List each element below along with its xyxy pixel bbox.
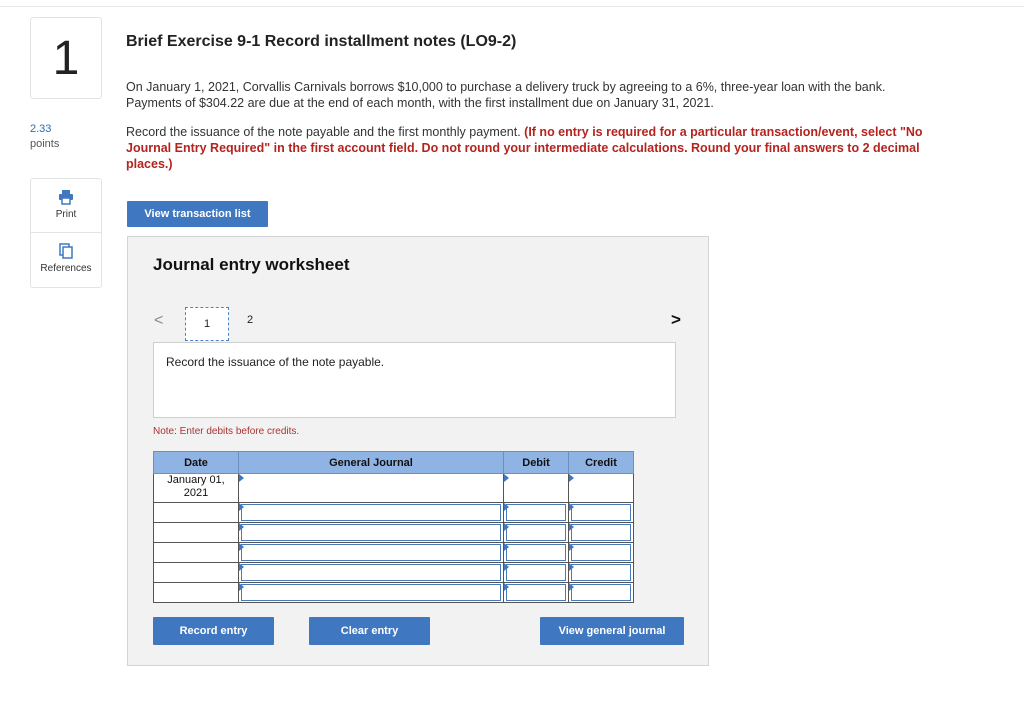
top-divider: [0, 6, 1024, 7]
dropdown-marker-icon: [569, 543, 574, 551]
points-value: 2.33: [30, 123, 52, 135]
debit-input[interactable]: [504, 474, 569, 503]
debit-input[interactable]: [504, 543, 569, 563]
dropdown-marker-icon: [569, 474, 574, 482]
credit-input[interactable]: [569, 543, 634, 563]
column-header-debit: Debit: [504, 452, 569, 474]
exercise-description: On January 1, 2021, Corvallis Carnivals borrows $10,000 to purchase a delivery truck by agreeing to a 6%, three-year loan with the bank. Payments of $304.22 are due at the end of each month, with the first installment due on January 31, 2021.: [126, 80, 886, 110]
table-row: [154, 503, 634, 523]
credit-input[interactable]: [569, 523, 634, 543]
dropdown-marker-icon: [569, 503, 574, 511]
table-row: [154, 583, 634, 603]
account-input[interactable]: [239, 543, 504, 563]
dropdown-marker-icon: [239, 583, 244, 591]
table-row: [154, 543, 634, 563]
journal-entry-worksheet-panel: [127, 236, 709, 666]
view-transaction-list-button[interactable]: View transaction list: [127, 201, 268, 227]
account-input[interactable]: [239, 523, 504, 543]
debit-input[interactable]: [504, 503, 569, 523]
account-input[interactable]: [239, 474, 504, 503]
table-row: [154, 523, 634, 543]
dropdown-marker-icon: [504, 474, 509, 482]
date-cell: [154, 543, 239, 563]
printer-icon: [58, 189, 74, 205]
page-tab-2[interactable]: 2: [247, 314, 254, 326]
debit-input[interactable]: [504, 563, 569, 583]
date-cell: [154, 583, 239, 603]
date-cell: [154, 474, 239, 503]
account-input[interactable]: [239, 503, 504, 523]
next-page-chevron-icon[interactable]: >: [671, 310, 681, 329]
table-row: [154, 563, 634, 583]
credit-input[interactable]: [569, 503, 634, 523]
credit-input[interactable]: [569, 583, 634, 603]
journal-table: [153, 451, 634, 603]
dropdown-marker-icon: [239, 474, 244, 482]
dropdown-marker-icon: [504, 563, 509, 571]
dropdown-marker-icon: [504, 523, 509, 531]
date-cell: [154, 523, 239, 543]
page-tab-1[interactable]: 1: [185, 307, 229, 341]
dropdown-marker-icon: [504, 583, 509, 591]
date-cell: [154, 503, 239, 523]
account-input[interactable]: [239, 563, 504, 583]
record-entry-button[interactable]: Record entry: [153, 617, 274, 645]
column-header-credit: Credit: [569, 452, 634, 474]
exercise-instructions: [126, 124, 926, 172]
exercise-title: Brief Exercise 9-1 Record installment notes (LO9-2): [126, 33, 517, 50]
date-line-2: 2021: [183, 487, 209, 499]
debits-note: Note: Enter debits before credits.: [153, 426, 300, 437]
previous-page-chevron-icon[interactable]: <: [154, 312, 164, 329]
clear-entry-button[interactable]: Clear entry: [309, 617, 430, 645]
instruction-box: [153, 342, 676, 418]
dropdown-marker-icon: [504, 543, 509, 551]
question-number: 1: [30, 17, 102, 99]
references-button[interactable]: [30, 232, 102, 288]
dropdown-marker-icon: [569, 563, 574, 571]
account-input[interactable]: [239, 583, 504, 603]
dropdown-marker-icon: [569, 523, 574, 531]
date-cell: [154, 563, 239, 583]
table-row: [154, 474, 634, 503]
dropdown-marker-icon: [239, 523, 244, 531]
column-header-date: Date: [154, 452, 239, 474]
points-label: points: [30, 138, 60, 150]
print-label: Print: [55, 209, 77, 220]
view-general-journal-button[interactable]: View general journal: [540, 617, 684, 645]
credit-input[interactable]: [569, 474, 634, 503]
instructions-red: (If no entry is required for a particular transaction/event, select "No Journal Entry Required" in the first account field. Do not round your intermediate calculations. Round your final answers to 2 decimal places.): [126, 125, 923, 171]
instruction-text: Record the issuance of the note payable.: [166, 355, 385, 369]
dropdown-marker-icon: [504, 503, 509, 511]
column-header-general-journal: General Journal: [239, 452, 504, 474]
credit-input[interactable]: [569, 563, 634, 583]
dropdown-marker-icon: [239, 563, 244, 571]
dropdown-marker-icon: [569, 583, 574, 591]
references-icon: [58, 243, 74, 259]
dropdown-marker-icon: [239, 503, 244, 511]
references-label: References: [40, 263, 92, 274]
dropdown-marker-icon: [239, 543, 244, 551]
worksheet-title: Journal entry worksheet: [153, 255, 350, 274]
instructions-plain: Record the issuance of the note payable and the first monthly payment.: [126, 125, 525, 139]
debit-input[interactable]: [504, 583, 569, 603]
print-button[interactable]: [30, 178, 102, 233]
debit-input[interactable]: [504, 523, 569, 543]
date-line-1: January 01,: [167, 474, 225, 486]
